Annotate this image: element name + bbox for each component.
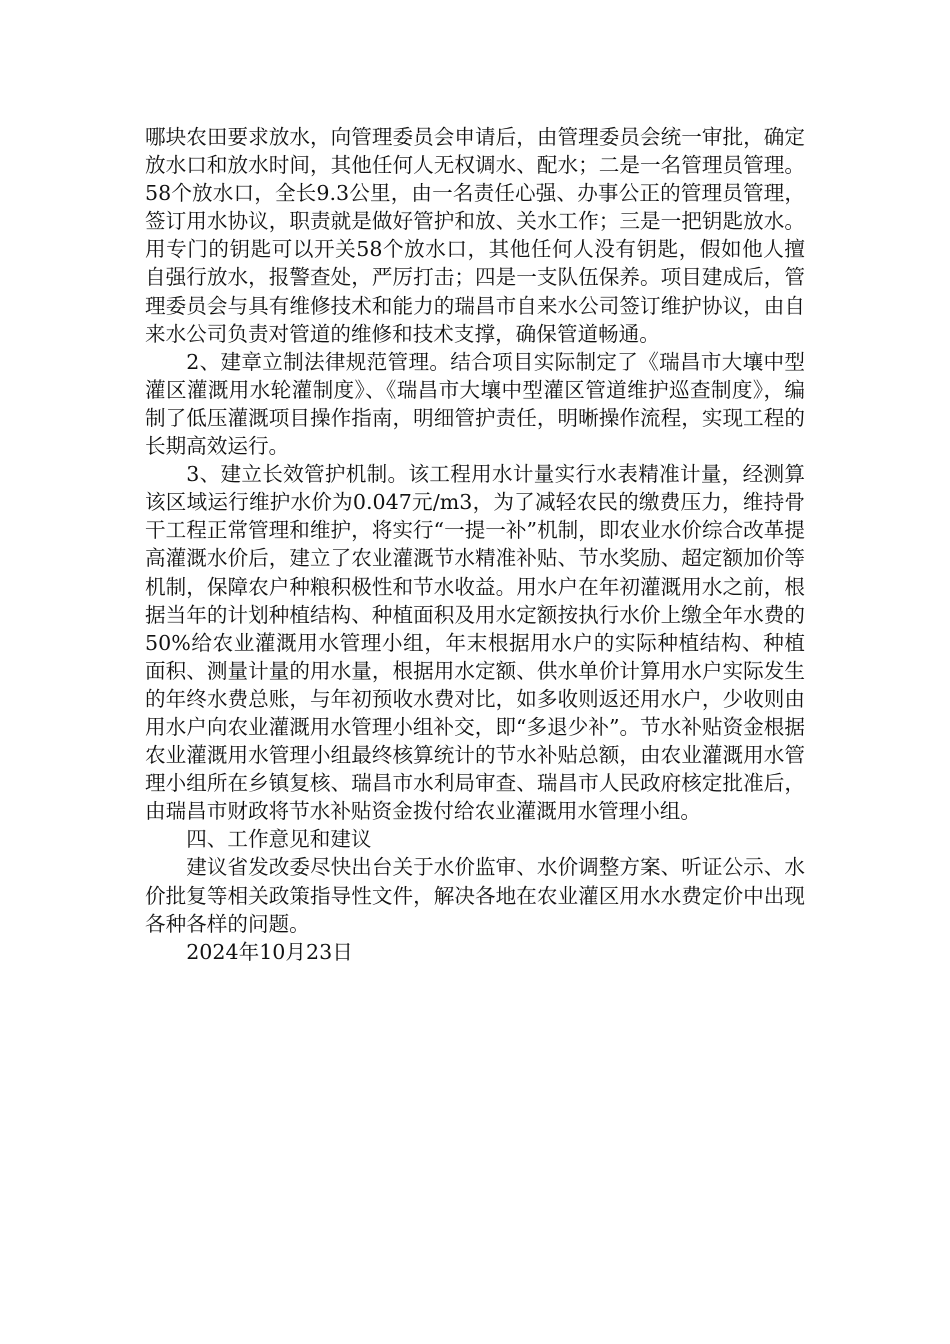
document-date: 2024年10月23日: [186, 939, 353, 964]
section-heading-suggestions: 四、工作意见和建议: [186, 827, 372, 852]
paragraph-regulations: 2、建章立制法律规范管理。结合项目实际制定了《瑞昌市大壤中型灌区灌溉用水轮灌制度》、《瑞昌市大壤中型灌区管道维护巡查制度》，编制了低压灌溉项目操作指南，明细管护责任，明晰操作流程，实现工程的长期高效运行。: [145, 349, 805, 459]
paragraph-maintenance-mechanism: 3、建立长效管护机制。该工程用水计量实行水表精准计量，经测算该区域运行维护水价为0.047元/m3，为了减轻农民的缴费压力，维持骨干工程正常管理和维护，将实行“一提一补”机制，即农业水价综合改革提高灌溉水价后，建立了农业灌溉节水精准补贴、节水奖励、超定额加价等机制，保障农户种粮积极性和节水收益。用水户在年初灌溉用水之前，根据当年的计划种植结构、种植面积及用水定额按执行水价上缴全年水费的 50%给农业灌溉用水管理小组，年末根据用水户的实际种植结构、种植面积、测量计量的用水量，根据用水定额、供水单价计算用水户实际发生的年终水费总账，与年初预收水费对比，如多收则返还用水户，少收则由用水户向农业灌溉用水管理小组补交，即“多退少补”。节水补贴资金根据农业灌溉用水管理小组最终核算统计的节水补贴总额，由农业灌溉用水管理小组所在乡镇复核、瑞昌市水利局审查、瑞昌市人民政府核定批准后，由瑞昌市财政将节水补贴资金拨付给农业灌溉用水管理小组。: [145, 462, 805, 824]
paragraph-management-rules: 哪块农田要求放水，向管理委员会申请后，由管理委员会统一审批，确定放水口和放水时间，其他任何人无权调水、配水；二是一名管理员管理。58个放水口，全长9.3公里，由一名责任心强、办事公正的管理员管理，签订用水协议，职责就是做好管护和放、关水工作；三是一把钥匙放水。用专门的钥匙可以开关58个放水口，其他任何人没有钥匙，假如他人擅自强行放水，报警查处，严厉打击；四是一支队伍保养。项目建成后，管理委员会与具有维修技术和能力的瑞昌市自来水公司签订维护协议，由自来水公司负责对管道的维修和技术支撑，确保管道畅通。: [145, 125, 805, 346]
paragraph-suggestion: 建议省发改委尽快出台关于水价监审、水价调整方案、听证公示、水价批复等相关政策指导性文件，解决各地在农业灌区用水水费定价中出现各种各样的问题。: [145, 855, 805, 936]
document-body: [145, 123, 805, 966]
